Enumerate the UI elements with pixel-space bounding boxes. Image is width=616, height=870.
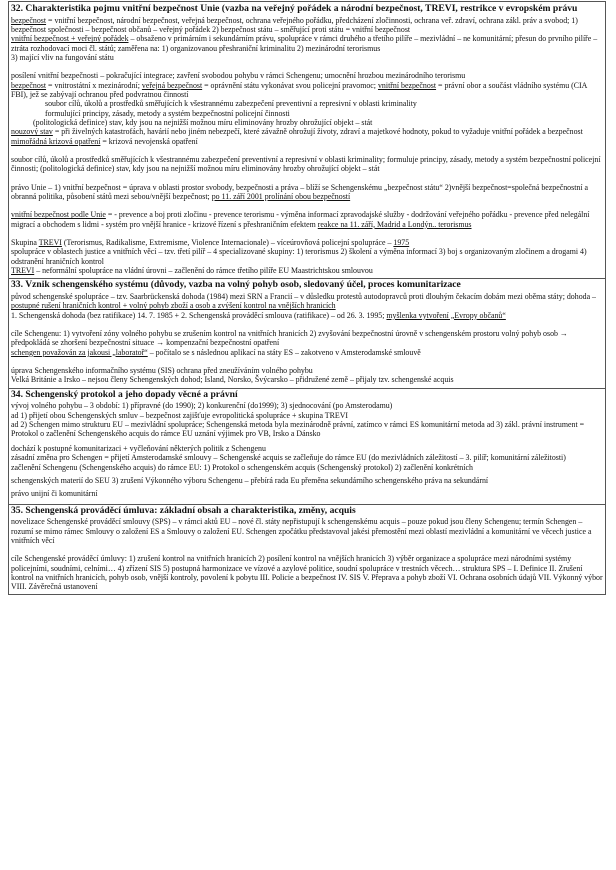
s34-paragraph-materie: schengenských materií do SEU 3) zrušení Výkonného výboru Schengenu – přebírá rada Eu přeměna sekundárního schengenského práva na sekundární <box>11 476 489 486</box>
s34-paragraph-ad1: ad 1) přijetí obou Schengenských smluv – bezpečnost zajišťuje evropolitická spolupráce + skupina TREVI <box>11 410 349 420</box>
s32-indent-politologicka: (politologická definice) stav, kdy jsou na nejnižší možnou míru eliminovány hrozby ohrožující objekt – stát <box>33 118 373 128</box>
s34-paragraph-zacleneni: začlenění Schengenu (Schengenského acquis) do rámce EU: 1) Protokol o schengenském acquis (Schengenský protokol) 2) začlenění konkrétních <box>11 463 473 473</box>
s32-paragraph-trevi-neformalni: TREVI – neformální spolupráce na vládní úrovni – začlenění do rámce třetího pilíře EU Maastrichtskou smlouvou <box>11 265 373 275</box>
section-32-title: 32. Charakteristika pojmu vnitřní bezpečnost Unie (vazba na veřejný pořádek a národní bezpečnost, TREVI, restrikce v evropském právu <box>11 3 578 14</box>
s32-indent-formulujici: formulující principy, zásady, metody a systém bezpečnostní policejní činnosti <box>45 108 290 118</box>
s32-paragraph-podle-unie: vnitřní bezpečnost podle Unie = - prevence a boj proti zločinu - prevence terorismu - výměna informací zpravodajské služby - dodržování veřejného pořádku - prevence před nelegální migrací a obchodem s lidmi - systém pro vnější hranice - krizové řízení s přeshraničním efektem reakce na 11. září, Madrid a Londýn.. terorismus <box>11 210 590 229</box>
s32-paragraph-nouzovy: nouzový stav = při živelných katastrofách, havárií nebo jiném nebezpečí, které závažně ohrožují životy, zdraví a majetkové hodnoty, pokud to vyžaduje vnitřní pořádek a bezpečnost <box>11 127 583 137</box>
s33-paragraph-dohoda: 1. Schengenská dohoda (bez ratifikace) 14. 7. 1985 + 2. Schengenská prováděcí smlouva (ratifikace) – od 26. 3. 1995; myšlenka vytvoření „Evropy občanů“ <box>11 310 506 320</box>
s35-paragraph-cile: cíle Schengenské prováděcí úmluvy: 1) zrušení kontrol na vnitřních hranicích 2) posílení kontrol na vnějších hranicích 3) výběr organizace a spolupráce mezi národními systémy policejními, soudními, celními… 4) zřízení SIS 5) postupná harmonizace ve vízové a azylové politice, soudní spolupráce v trestních věcech… struktura SPS – I. Definice II. Zrušení kontrol na vnitřních hranicích, pohyb osob, vnější kontroly, povolení k pobytu III. Policie a bezpečnost IV. SIS V. Přeprava a pohyb zboží VI. Ochrana osobních údajů VII. Výkonný výbor VIII. Závěrečná ustanovení <box>11 554 603 592</box>
section-34-title: 34. Schengenský protokol a jeho dopady věcné a právní <box>11 388 238 400</box>
s33-paragraph-laborator: schengen považován za jakousi „laboratoř“ – počítalo se s následnou aplikací na státy ES – zakotveno v Amsterodamské smlouvě <box>11 347 421 357</box>
s34-paragraph-pravo: právo unijní či komunitární <box>11 488 98 498</box>
s32-paragraph-bezpecnost: bezpečnost = vnitřní bezpečnost, národní bezpečnost, veřejná bezpečnost, ochrana veřejného pořádku, předcházení zločinnosti, ochrana veř. zdraví, ochrana zákl. práv a svobod; 1) bezpečnost společnosti – bezpečnost občanů – veřejný pořádek 2) bezpečnost státu – směřující proti státu = vnitřní bezpečnost <box>11 15 578 35</box>
s33-paragraph-sis: úprava Schengenského informačního systému (SIS) ochrana před zneužíváním volného pohybu <box>11 365 313 375</box>
document-frame <box>8 1 606 595</box>
document-page <box>8 0 606 595</box>
s32-paragraph-vnitrni: vnitřní bezpečnost + veřejný pořádek – obsaženo v primárním i sekundárním právu, spolupráce v rámci druhého a třetího pilíře – mezivládní – ne komunitární; přesun do prvního pilíře – ztráta rozhodovací moci čl. států; zaměřena na: 1) organizovanou přeshraniční kriminalitu 2) mezinárodní terorismus <box>11 34 598 53</box>
s33-paragraph-britanie: Velká Británie a Irsko – nejsou členy Schengenských dohod; Island, Norsko, Švýcarsko – přidružené země – přijaly tzv. schengenské acquis <box>11 375 454 385</box>
s32-paragraph-posileni: posílení vnitřní bezpečnosti – pokračující integrace; zavření svobodou pohybu v rámci Schengenu; umocnění hrozbou mezinárodního terorismu <box>11 71 466 81</box>
section-35-title: 35. Schengenská prováděcí úmluva: základní obsah a charakteristika, změny, acquis <box>11 504 356 516</box>
s34-paragraph-komunitarizace: dochází k postupné komunitarizaci + vyčleňování některých politik z Schengenu <box>11 443 266 453</box>
s34-paragraph-zasadni-zmena: zásadní změna pro Schengen = přijetí Amsterodamské smlouvy – Schengenské acquis se začleňuje do rámce EU (do mezivládních záležitostí – 3. pilíř; komunitární záležitosti) <box>11 453 566 463</box>
s32-paragraph-vliv: 3) mající vliv na fungování státu <box>11 53 114 63</box>
s34-paragraph-vyvoj: vývoj volného pohybu – 3 období: 1) přípravné (do 1990); 2) konkurenční (do1999); 3) sjednocování (po Amsterodamu) <box>11 401 393 411</box>
s34-paragraph-ad2: ad 2) Schengen mimo strukturu EU – mezivládní spolupráce; Schengenská metoda byla mezinárodně právní, zatímco v rámci ES komunitární metoda ad 3) zákl. právní instrument = Protokol o začlenění Schengenského acquis do rámce EU uznání výjimek pro VB, Irsko a Dánsko <box>11 420 585 439</box>
s35-paragraph-novelizace: novelizace Schengenské prováděcí smlouvy (SPS) – v rámci aktů EU – nové čl. státy nepřistupují k schengenskému acquis – pouze pokud jsou členy Schengenu; termín Schengen – rozumí se mimo rámec Smlouvy o založení ES a Smlouvy o založení EU. Schengen zpočátku představoval jakési přemostění mezi oblastí mezivládní a komunitární ve věcech justice a vnitřních věcí <box>11 517 592 546</box>
s32-paragraph-pravo-unie: právo Unie – 1) vnitřní bezpečnost = úprava v oblasti prostor svobody, bezpečnosti a práva – blíží se Schengenskému „bezpečnost státu“ 2)vnější bezpečnost=společná bezpečnostní a obranná politika, působení států mezi sebou/vnější bezpečnost; po 11. září 2001 prolínání obou bezpečností <box>11 182 588 201</box>
s32-paragraph-spoluprace: spolupráce v oblastech justice a vnitřních věcí – tzv. třetí pilíř – 4 specializované skupiny: 1) terorismus 2) školení a výměna informací 3) boj s organizovaným zločinem a drogami 4) odstranění hraničních kontrol <box>11 247 587 266</box>
s32-paragraph-definice: bezpečnost = vnitrostátní x mezinárodní; veřejná bezpečnost = oprávnění státu vykonávat svou policejní pravomoc; vnitřní bezpečnost = právní obor a součást vládního systému (CIA FBI), jež se zabývají ochranou před podvratnou činností <box>11 80 587 100</box>
s32-paragraph-soubor-cilu: soubor cílů, úkolů a prostředků směřujících k všestrannému zabezpečení preventivní a represivní v oblasti kriminality; formuluje principy, zásady, metody a systém bezpečnostní policejní činnosti; (politologická definice) stav, kdy jsou na nejnižší možnou míru eliminovány hrozby ohrožující objekt – stát <box>11 155 601 174</box>
s32-paragraph-trevi: Skupina TREVI (Terorismus, Radikalisme, Extremisme, Violence Internacionale) – víceúrovňová policejní spolupráce – 1975 <box>11 237 410 247</box>
s33-paragraph-cile: cíle Schengenu: 1) vytvoření zóny volného pohybu se zrušením kontrol na vnitřních hranicích 2) zvyšování bezpečnostní úrovně v schengenském prostoru volný pohyb osob → předpokládá se zhoršení bezpečnostní situace → kompenzační bezpečnostní opatření <box>11 329 568 348</box>
s33-paragraph-puvod: původ schengenské spolupráce – tzv. Saarbrückenská dohoda (1984) mezi SRN a Francií – v důsledku protestů autodopravců proti dlouhým čekacím dobám mezi oběma státy; dohoda – postupné rušení hraničních kontrol + volný pohyb zboží a osob a zvýšení kontrol na vnějších hranicích <box>11 292 597 311</box>
section-33-title: 33. Vznik schengenského systému (důvody, vazba na volný pohyb osob, sledovaný účel, proces komunitarizace <box>11 279 461 291</box>
s32-indent-soubor: soubor cílů, úkolů a prostředků směřujících k všestrannému zabezpečení preventivní a represivní v oblasti kriminality <box>45 99 417 109</box>
s32-paragraph-mimoradna: mimořádná krizová opatření = krizová nevojenská opatření <box>11 136 198 146</box>
